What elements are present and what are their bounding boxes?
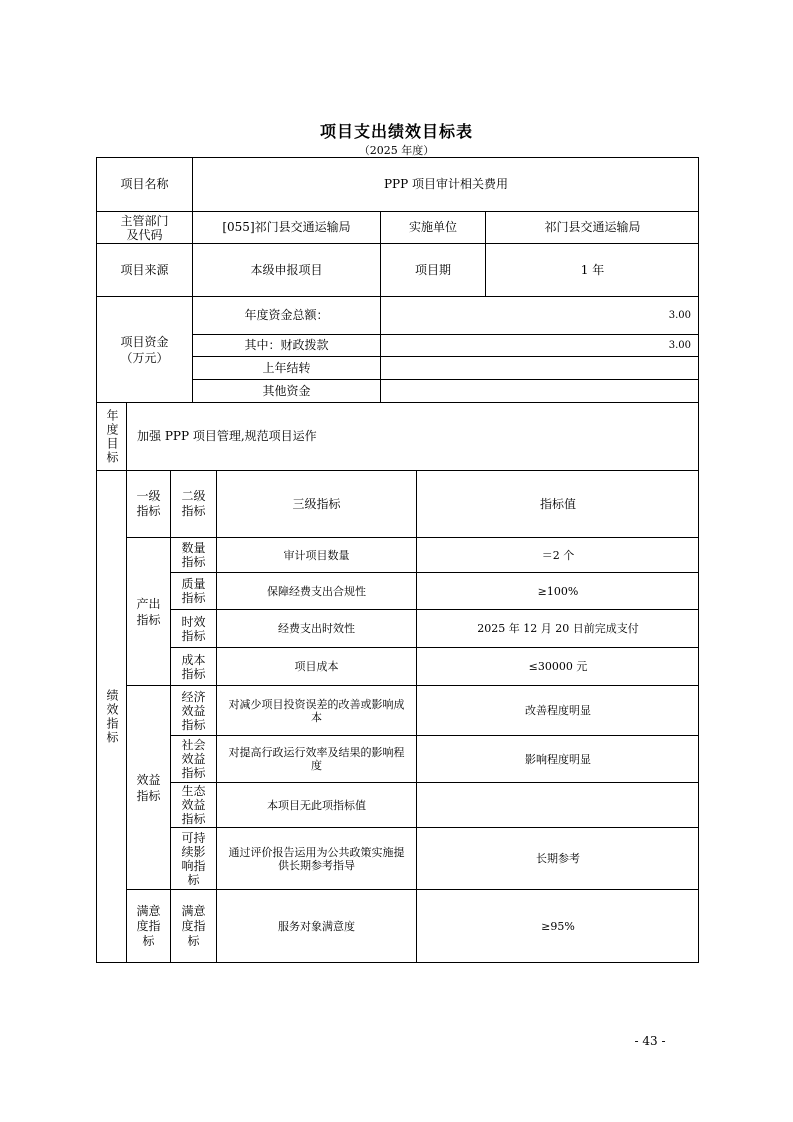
header-level3: 三级指标 bbox=[216, 470, 416, 537]
row-value: 2025 年 12 月 20 日前完成支付 bbox=[416, 609, 699, 647]
output-indicators-label: 产出 指标 bbox=[126, 537, 170, 685]
source-value: 本级申报项目 bbox=[192, 243, 380, 296]
project-name-value: PPP 项目审计相关费用 bbox=[192, 157, 699, 211]
total-funds-value: 3.00 bbox=[380, 296, 699, 334]
row-l3: 经费支出时效性 bbox=[216, 609, 416, 647]
carryover-value bbox=[380, 356, 699, 379]
fiscal-funds-label: 其中：财政拨款 bbox=[192, 334, 380, 356]
period-value: 1 年 bbox=[485, 243, 699, 296]
row-value: ≤30000 元 bbox=[416, 647, 699, 685]
row-value: 长期参考 bbox=[416, 827, 699, 889]
row-l2: 经济 效益 指标 bbox=[170, 685, 216, 735]
row-value bbox=[416, 782, 699, 827]
row-l3: 服务对象满意度 bbox=[216, 889, 416, 963]
row-l3: 通过评价报告运用为公共政策实施提供长期参考指导 bbox=[216, 827, 416, 889]
row-value: 改善程度明显 bbox=[416, 685, 699, 735]
document-year: （2025 年度） bbox=[358, 144, 435, 157]
performance-table bbox=[96, 157, 699, 963]
benefit-indicators-label: 效益 指标 bbox=[126, 685, 170, 889]
satisfaction-indicators-label: 满意 度指 标 bbox=[126, 889, 170, 963]
row-value: ≥100% bbox=[416, 572, 699, 609]
carryover-label: 上年结转 bbox=[192, 356, 380, 379]
impl-value: 祁门县交通运输局 bbox=[485, 211, 699, 243]
row-l2: 可持 续影 响指 标 bbox=[170, 827, 216, 889]
impl-label: 实施单位 bbox=[380, 211, 485, 243]
other-funds-value bbox=[380, 379, 699, 402]
annual-goal-text: 加强 PPP 项目管理,规范项目运作 bbox=[126, 402, 699, 470]
dept-label: 主管部门 及代码 bbox=[96, 211, 192, 243]
other-funds-label: 其他资金 bbox=[192, 379, 380, 402]
performance-indicators-label: 绩效指标 bbox=[96, 470, 126, 963]
row-l3: 本项目无此项指标值 bbox=[216, 782, 416, 827]
period-label: 项目期 bbox=[380, 243, 485, 296]
fiscal-funds-value: 3.00 bbox=[380, 334, 699, 356]
header-value: 指标值 bbox=[416, 470, 699, 537]
annual-goal-label: 年度目标 bbox=[96, 402, 126, 470]
row-l3: 项目成本 bbox=[216, 647, 416, 685]
funds-label: 项目资金 （万元） bbox=[96, 296, 192, 402]
row-l2: 生态 效益 指标 bbox=[170, 782, 216, 827]
row-value: 影响程度明显 bbox=[416, 735, 699, 782]
page-number: - 43 - bbox=[634, 1034, 666, 1048]
row-l3: 对提高行政运行效率及结果的影响程度 bbox=[216, 735, 416, 782]
header-level1: 一级 指标 bbox=[126, 470, 170, 537]
row-l3: 保障经费支出合规性 bbox=[216, 572, 416, 609]
row-l3: 对减少项目投资误差的改善或影响成本 bbox=[216, 685, 416, 735]
total-funds-label: 年度资金总额： bbox=[192, 296, 380, 334]
row-l3: 审计项目数量 bbox=[216, 537, 416, 572]
row-l2: 数量 指标 bbox=[170, 537, 216, 572]
row-l2: 时效 指标 bbox=[170, 609, 216, 647]
row-l2: 成本 指标 bbox=[170, 647, 216, 685]
row-value: ＝2 个 bbox=[416, 537, 699, 572]
row-value: ≥95% bbox=[416, 889, 699, 963]
row-l2: 满意 度指 标 bbox=[170, 889, 216, 963]
row-l2: 质量 指标 bbox=[170, 572, 216, 609]
dept-value: [055]祁门县交通运输局 bbox=[192, 211, 380, 243]
header-level2: 二级 指标 bbox=[170, 470, 216, 537]
document-title: 项目支出绩效目标表 bbox=[319, 122, 473, 141]
project-name-label: 项目名称 bbox=[96, 157, 192, 211]
row-l2: 社会 效益 指标 bbox=[170, 735, 216, 782]
source-label: 项目来源 bbox=[96, 243, 192, 296]
